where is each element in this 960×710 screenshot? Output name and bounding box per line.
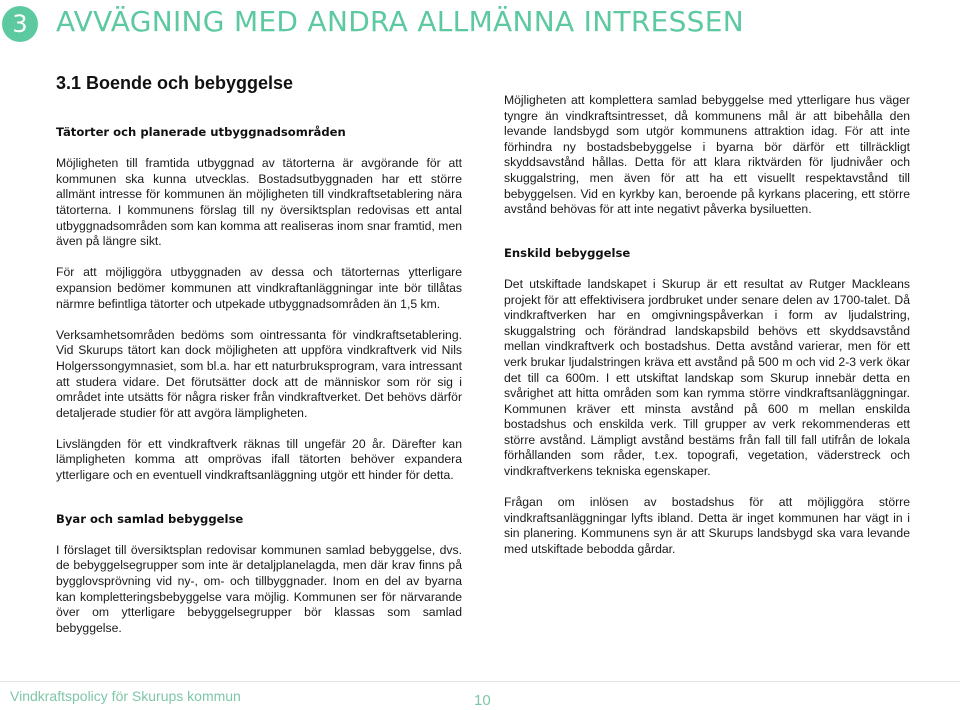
paragraph-byar: I förslaget till översiktsplan redovisar kommunen samlad bebyggelse, dvs. de bebyggelsegrupper som inte är detaljplanelagda, men där krav finns på bygglovsprövning vid ny-, om- och tillbyggnader. Inom en del av byarna kan kompletteringsbebyggelse vara möjlig. Kommunen ser för närvarande över om ytterligare bebyggelsegrupper bör klassas som samlad bebyggelse. — [56, 542, 462, 635]
paragraph-tatorter-4: Livslängden för ett vindkraftverk räknas till ungefär 20 år. Därefter kan lämpligheten komma att omprövas ifall tätorten behöver expandera ytterligare och en eventuell vindkraftsanläggning utgör ett hinder för detta. — [56, 436, 462, 483]
chapter-number-badge: 3 — [2, 6, 38, 42]
left-column — [56, 125, 462, 652]
paragraph-enskild-2: Frågan om inlösen av bostadshus för att möjliggöra större vindkraftsanläggningar lyfts ibland. Detta är inget kommunen har vägt in i sin planering. Kommunens syn är att Skurups landsbygd ska vara levande med utskiftade bebodda gårdar. — [504, 495, 910, 557]
paragraph-enskild-1: Det utskiftade landskapet i Skurup är ett resultat av Rutger Mackleans projekt för att effektivisera jordbruket under senare delen av 1700-talet. Då vindkraftverken har en omgivningspåverkan i form av ljudalstring, skuggalstring och förändrad landskapsbild behövs ett skyddsavstånd mellan vindkraftverk och bostadshus. Detta avstånd varierar, men för ett verk brukar ljudalstringen kräva ett avstånd på 500 m och vid 2-3 verk ökar det till ca 600m. I ett utskiftat landskap som Skurup innebär detta en svårighet att hitta områden som kan rymma större vindkraftsanläggningar. Kommunen kräver ett minsta avstånd på 600 m mellan enskilda bostadshus och enskilda verk. Till grupper av verk rekommenderas ett större avstånd. Lämpligt avstånd bestäms från fall till fall utifrån de lokala förhållanden som råder, t.ex. topografi, vegetation, väderstreck och vindkraftverkens tekniska egenskaper. — [504, 276, 910, 479]
chapter-title: AVVÄGNING MED ANDRA ALLMÄNNA INTRESSEN — [56, 5, 744, 38]
paragraph-tatorter-1: Möjligheten till framtida utbyggnad av tätorterna är avgörande för att kommunen ska kunna utvecklas. Bostadsutbyggnaden har ett större allmänt intresse för kommunen än möjligheten till vindkraftsetablering nära tätorterna. I kommunens förslag till ny översiktsplan redovisas ett antal utbyggnadsområden som kan komma att realiseras inom snar framtid, men även på längre sikt. — [56, 156, 462, 249]
footer-divider — [0, 681, 960, 682]
heading-enskild-bebyggelse: Enskild bebyggelse — [504, 245, 631, 260]
heading-byar: Byar och samlad bebyggelse — [56, 511, 244, 526]
paragraph-tatorter-3: Verksamhetsområden bedöms som ointressanta för vindkraftsetablering. Vid Skurups tätort kan dock möjligheten att uppföra vindkraftverk vid Nils Holgerssongymnasiet, som bl.a. har ett naturbruksprogram, vara intressant att studera vidare. Det förutsätter dock att de människor som rör sig i området inte utsätts för några risker från vindkraftverket. Det behövs därför detaljerade studier för att avgöra lämpligheten. — [56, 327, 462, 420]
page-number: 10 — [474, 692, 491, 709]
paragraph-samlad-bebyggelse: Möjligheten att komplettera samlad bebyggelse med ytterligare hus väger tyngre än vindkraftsintresset, då kommunens mål är att bibehålla den levande landsbygd som utgör kommunens attraktion idag. För att inte förhindra ny bostadsbebyggelse i byarna bör därför ett tillräckligt skyddsavstånd hållas. Detta för att klara riktvärden för ljudnivåer och skuggalstring, men även för att ha ett visuellt respektavstånd till bebyggelsen. Vid en kyrkby kan, beroende på kyrkans placering, ett större avstånd behövas för att inte negativt påverka bysiluetten. — [504, 93, 910, 217]
section-title: 3.1 Boende och bebyggelse — [56, 73, 294, 93]
footer-document-title: Vindkraftspolicy för Skurups kommun — [10, 688, 241, 704]
paragraph-tatorter-2: För att möjliggöra utbyggnaden av dessa och tätorternas ytterligare expansion bedömer kommunen att vindkraftanläggningar inte bör tillåtas närmre befintliga tätorter och utpekade utbyggnadsområden än 1,5 km. — [56, 265, 462, 311]
heading-tatorter: Tätorter och planerade utbyggnadsområden — [56, 125, 346, 139]
right-column — [504, 93, 910, 573]
